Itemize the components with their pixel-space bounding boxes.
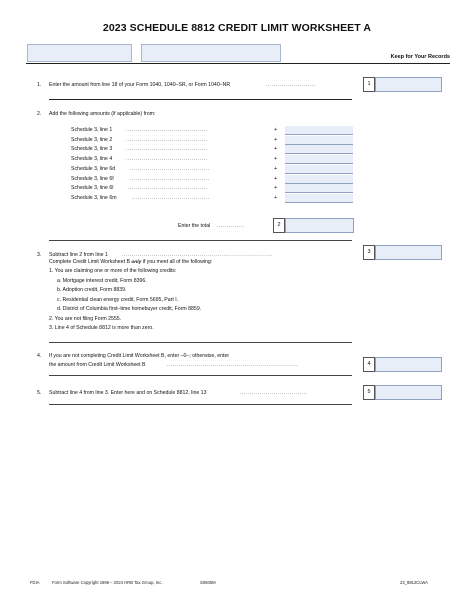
line-5-amount-field[interactable] <box>375 385 442 400</box>
schedule-3-line-6d-field[interactable] <box>285 165 353 174</box>
schedule-3-line-6l-field[interactable] <box>285 184 353 193</box>
schedule-3-line-2-leader: ......................................... <box>126 137 208 143</box>
condition-3: 3. Line 4 of Schedule 8812 is more than zero. <box>49 325 154 331</box>
footer-copyright: Form Software Copyright 1996 – 2024 HRB Tax Group, Inc. <box>52 580 163 585</box>
line-1-leader: ......................... <box>266 82 316 88</box>
line-3-rule <box>49 342 352 343</box>
line-2-total-field[interactable] <box>285 218 354 233</box>
schedule-3-line-3-label: Schedule 3, line 3 <box>71 146 113 152</box>
line-5-rule <box>49 404 352 405</box>
line-3-text: Subtract line 2 from line 1 <box>49 252 108 258</box>
line-1-text: Enter the amount from line 18 of your Form 1040, 1040–SR, or Form 1040–NR <box>49 82 231 88</box>
schedule-3-line-6d-plus: + <box>274 166 278 172</box>
condition-1b: b. Adoption credit, Form 8839. <box>57 287 127 293</box>
worksheet-title: 2023 SCHEDULE 8812 CREDIT LIMIT WORKSHEET A <box>102 22 372 34</box>
schedule-3-line-6f-plus: + <box>274 176 278 182</box>
schedule-3-line-3-plus: + <box>274 146 278 152</box>
schedule-3-line-3-field[interactable] <box>285 145 353 154</box>
line-2-total-leader: .............. <box>217 223 245 229</box>
keep-for-records-label: Keep for Your Records <box>390 54 450 60</box>
line-3-leader: ............................................................................ <box>122 252 274 258</box>
line-4-amount-field[interactable] <box>375 357 442 372</box>
line-5-text: Subtract line 4 from line 3. Enter here and on Schedule 8812, line 13 <box>49 390 207 396</box>
line-4-rule <box>49 375 352 376</box>
schedule-3-line-1-leader: ......................................... <box>126 127 208 133</box>
line-2-box-label: 2 <box>273 218 285 233</box>
schedule-3-line-6l-leader: ........................................ <box>128 185 208 191</box>
line-5-leader: .................................. <box>240 390 308 396</box>
line-4-number: 4. <box>37 353 42 359</box>
line-2-rule <box>49 240 352 241</box>
footer-right-code: 23_8812CLWA <box>400 580 428 585</box>
schedule-3-line-6d-label: Schedule 3, line 6d <box>71 166 116 172</box>
line-3-amount-field[interactable] <box>375 245 442 260</box>
line-2-text: Add the following amounts (if applicable) from: <box>49 111 156 117</box>
schedule-3-line-6f-field[interactable] <box>285 175 353 184</box>
schedule-3-line-1-label: Schedule 3, line 1 <box>71 127 113 133</box>
line-5-number: 5. <box>37 390 42 396</box>
header-rule <box>26 63 450 64</box>
line-1-number: 1. <box>37 82 42 88</box>
schedule-3-line-6f-leader: ........................................ <box>130 176 210 182</box>
schedule-3-line-1-plus: + <box>274 127 278 133</box>
schedule-3-line-2-field[interactable] <box>285 136 353 145</box>
schedule-3-line-1-field[interactable] <box>285 126 353 135</box>
footer-form-code: S0506M <box>200 580 216 585</box>
schedule-3-line-4-leader: ......................................... <box>126 156 208 162</box>
worksheet-b-instruction-pre: Complete Credit Limit Worksheet B <box>49 259 130 265</box>
line-3-box-label: 3 <box>363 245 375 260</box>
schedule-3-line-6m-leader: ....................................... <box>132 195 210 201</box>
condition-1a: a. Mortgage interest credit, Form 8396. <box>57 278 147 284</box>
schedule-3-line-6m-plus: + <box>274 195 278 201</box>
taxpayer-name-field[interactable] <box>27 44 132 62</box>
worksheet-b-instruction <box>49 259 212 266</box>
line-4-leader: .................................................................. <box>167 362 299 368</box>
schedule-3-line-2-plus: + <box>274 137 278 143</box>
worksheet-b-instruction-post: if you meet all of the following: <box>142 259 213 265</box>
condition-2: 2. You are not filing Form 2555. <box>49 316 122 322</box>
line-1-box-label: 1 <box>363 77 375 92</box>
line-4-text-a: If you are not completing Credit Limit Worksheet B, enter –0–; otherwise, enter <box>49 353 230 359</box>
schedule-3-line-4-label: Schedule 3, line 4 <box>71 156 113 162</box>
line-4-box-label: 4 <box>363 357 375 372</box>
schedule-3-line-6f-label: Schedule 3, line 6f <box>71 176 114 182</box>
schedule-3-line-4-plus: + <box>274 156 278 162</box>
line-4-text-b: the amount from Credit Limit Worksheet B <box>49 362 146 368</box>
line-2-total-label: Enter the total <box>178 223 211 229</box>
condition-1: 1. You are claiming one or more of the following credits: <box>49 268 177 274</box>
footer-left-code: FDIA <box>30 580 40 585</box>
schedule-3-line-2-label: Schedule 3, line 2 <box>71 137 113 143</box>
schedule-3-line-4-field[interactable] <box>285 155 353 164</box>
schedule-3-line-6l-label: Schedule 3, line 6l <box>71 185 114 191</box>
schedule-3-line-6l-plus: + <box>274 185 278 191</box>
line-5-box-label: 5 <box>363 385 375 400</box>
line-2-number: 2. <box>37 111 42 117</box>
schedule-3-line-6m-field[interactable] <box>285 194 353 203</box>
schedule-3-line-6m-label: Schedule 3, line 6m <box>71 195 117 201</box>
condition-1d: d. District of Columbia first–time homebuyer credit, Form 8859. <box>57 306 202 312</box>
condition-1c: c. Residential clean energy credit, Form 5695, Part I. <box>57 297 179 303</box>
schedule-3-line-3-leader: ......................................... <box>126 146 208 152</box>
line-1-amount-field[interactable] <box>375 77 442 92</box>
schedule-3-line-6d-leader: ........................................ <box>130 166 210 172</box>
taxpayer-ssn-field[interactable] <box>141 44 281 62</box>
only-emphasis: only <box>131 260 142 265</box>
line-1-rule <box>49 99 352 100</box>
line-3-number: 3. <box>37 252 42 258</box>
